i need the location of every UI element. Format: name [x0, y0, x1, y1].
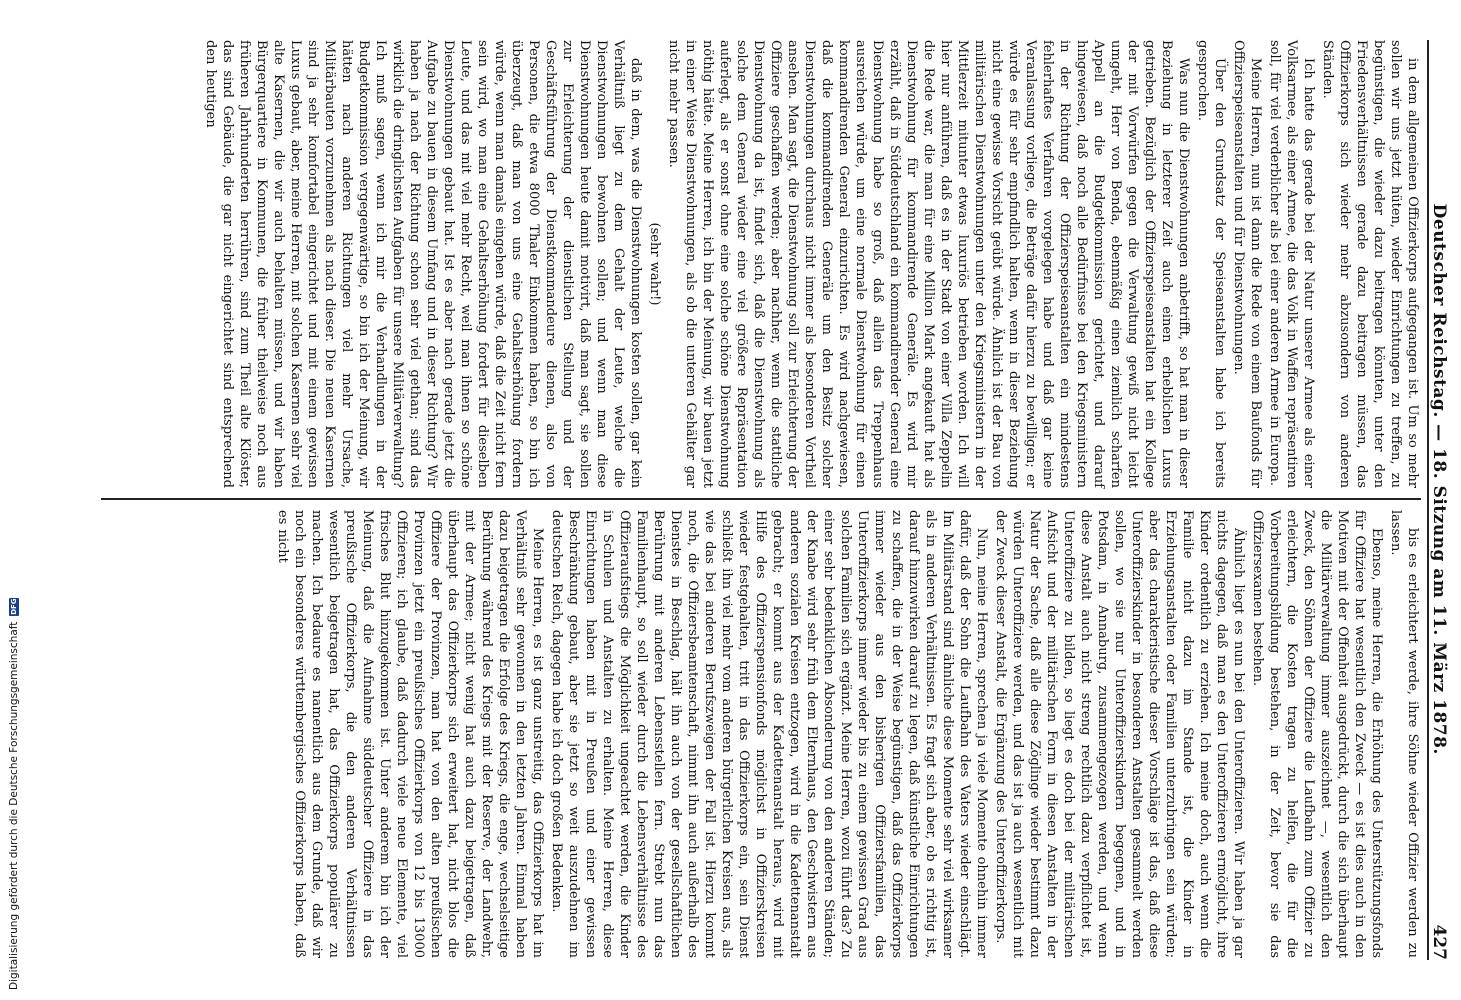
paragraph: Über den Grundsatz der Speiseanstalten habe ich bereits gesprochen.: [1195, 40, 1227, 488]
paragraph: in dem allgemeinen Offizierkorps aufgegangen ist. Um so mehr sollen wir uns jetzt hüten, wieder Einrichtungen zu treffen, zu begünstigen, die wieder dazu beitragen könnten, unter den Friedensverhältnissen gerade dazu beitragen müssen, das Offizierkorps sich wieder mehr abzusondern von anderen Ständen.: [1320, 40, 1420, 488]
page-number: 427: [1429, 924, 1449, 960]
paragraph: Nun, meine Herren, sprechen ja viele Momente ohnehin immer dafür, daß der Sohn die Laufbahn des Vaters wieder einschlägt. Im Militärstand sind ähnliche diese Momente sehr viel wirksamer als in anderen Verhältnissen. Es fragt sich aber, ob es richtig ist, darauf hinzuwirken darauf zu legen, daß künstliche Einrichtungen zu schaffen, die in der Weise begünstigen, daß das Offizierkorps immer wieder aus den bisherigen Offiziersfamilien, das Unteroffizierkorps immer wieder bis zu einem gewissen Grad aus solchen Familien sich ergänzt. Meine Herren, wozu führt das? Zu einer sehr bedenklichen Absonderung von den anderen Ständen; der Knabe wird sehr früh dem Elternhaus, den Geschwistern aus anderen sozialen Kreisen entzogen, wird in die Kadettenanstalt gebracht; er kommt aus der Kadettenanstalt heraus, wird mit Hilfe des Offizierspensionfonds möglichst in Offizierskreisen wieder festgehalten, tritt in das Offizierkorps ein, sein Dienst schließt ihn viel mehr vom anderen bürgerlichen Kreisen aus, als wie das bei anderen Berufszweigen der Fall ist. Hierzu kommt noch, die Offiziersbeamtenschaft, nimmt ihn auch außerhalb des Dienstes in Beschlag, hält ihn auch von der gesellschaftlichen Berührung mit anderen Lebensstellen fern. Strebt nun das Familienhaupt, so soll wieder durch die Lebensverhältnisse des Offizieraufstiegs die Möglichkeit ungeachtet werden, die Kinder in Schulen und Anstalten zu erhalten. Meine Herren, diese Einrichtungen haben mit in Preußen und einer gewissen Beschränkung gebaut, aber sie jetzt so weit auszudehnen im deutschen Reich, dagegen habe ich doch großen Bedenken.: [549, 510, 989, 958]
paragraph: daß in dem, was die Dienstwohnungen kosten sollen, gar kein Verhältniß liegt zu dem Gehalt der Leute, welche die Dienstwohnungen bewohnen sollen; und wenn man diese Dienstwohnungen heute damit motivirt, daß man sagt, sie sollen zur Erleichterung der dienstlichen Stellung und der Geschäftsführung der Dienstkommandeure dienen, also von Personen, die etwa 8000 Thaler Einkommen haben, so bin ich überzeugt, daß man von uns eine Gehaltserhöhung fordern würde, wenn man damals eingehen würde, daß die Zeit nicht fern sein wird, wo man eine Gehaltserhöhung fordert für dieselben Leute, und das mit viel mehr Recht, weil man ihnen so schöne Dienstwohnungen gebaut hat. Ist es aber nach gerade jetzt die Aufgabe zu bauen in diesem Umfang und in dieser Richtung? Wir haben ja nach der Richtung schon sehr viel gethan; sind das wirklich die dringlichsten Aufgaben für unsere Militärverwaltung? Ich muß sagen, wenn ich mir die Verhandlungen in der Budgetkommission vergegenwärtige, so bin ich der Meinung, wir hätten nach anderen Richtungen viel mehr Ursache, Militärbauten vorzunehmen als nach dieser. Die neuen Kasernen sind ja sehr komfortabel eingerichtet und mit einem gewissen Luxus gebaut, aber, meine Herren, mit solchen Kasernen sehr viel alte Kasernen, die wir auch behalten müssen, und wir haben Bürgerquartiere in Kommunen, die früher theilweise noch aus früheren Jahrhunderten herrühren, sind zum Theil alte Klöster, das sind Gebäude, die gar nicht eingerichtet sind entsprechend den heutigen: [203, 40, 643, 488]
left-column: [101, 40, 1421, 498]
page-header: [1427, 40, 1461, 960]
paragraph: (sehr wahr!): [647, 222, 662, 306]
dfg-logo: DFG: [10, 598, 18, 615]
paragraph: Was nun die Dienstwohnungen anbetrifft, so hat man in dieser Beziehung in letzterer Zeit auch einen erheblichen Luxus getrieben. Bezüglich der Offizierspeiseanstalten hat ein Kollege der mit Vorwürfen gegen die Verwaltung gewiß nicht leicht umgeht, Herr von Benda, ebenmäßig einen ziemlich scharfen Appell an die Budgetkommission gerichtet, und darauf hingewiesen, daß noch alle Bedürfnisse bei den Kriegsministern in der Richtung der Offizierspeiseanstalten ein mindestens fehlerhaftes Verfahren vorgelegen habe und daß gar keine Veranlassung vorliege, die Beträge dafür hierzu zu bewilligen; er würde es für sehr empfindlich halten, wenn in dieser Beziehung nicht eine gewisse Vorsicht geübt würde. Ähnlich ist der Bau von militärischen Dienstwohnungen unter den Kriegsministern in der Mittlerzeit mitunter etwas luxuriös betrieben worden. Ich will hier nur anführen, daß es in der Stadt von einer Villa Zeppelin die Rede war, die man für eine Million Mark angekauft hat als Dienstwohnung für kommandirende Generäle. Es wird mir erzählt, daß in Süddeutschland ein kommandirender General eine Dienstwohnung habe so groß, daß allein das Treppenhaus ausreichen würde, um eine normale Dienstwohnung für einen kommandirenden General einzurichten. Es wird nachgewiesen, daß die kommandirenden Generäle um den Besitz solcher Dienstwohnungen durchaus nicht immer als besonderen Vortheil ansehen. Man sagt, die Dienstwohnung soll zur Erleichterung der Offiziere geschaffen werden; aber nachher, wenn die stattliche Dienstwohnung da ist, findet sich, daß die Dienstwohnung als solche dem General wieder eine viel größere Repräsentation auferlegt, als er sonst ohne eine solche schöne Dienstwohnung nöthig hätte. Meine Herren, ich bin der Meinung, wir bauen jetzt in einer Weise Dienstwohnungen, als ob die unteren Gehälter gar nicht mehr passen.: [666, 40, 1191, 488]
right-column: [101, 500, 1421, 958]
paragraph: Ähnlich liegt es nun bei den Unteroffizieren. Wir haben ja gar nichts dagegen, daß man es den Unteroffizieren ermöglicht, ihre Kinder ordentlich zu erziehen. Ich meine doch, auch wenn die Familie nicht dazu im Stande ist, die Kinder in Erziehungsanstalten oder Familien unterzubringen sein würden; aber das charakteristische dieser Vorschläge ist das, daß diese Unteroffizierskinder in besonderen Anstalten gesammelt werden sollen, wo sie nur Unteroffizierskindern begegnen, und in Potsdam, in Annaburg, zusammengezogen werden, und wenn diese Anstalt auch nicht streng rechtlich dazu verpflichtet ist, Unteroffiziere zu bilden, so liegt es doch bei der militärischen Aufsicht und der militärischen Form in diesen Anstalten in der Natur der Sache, daß alle diese Zöglinge wieder bestimmt dazu würden Unteroffiziere werden, und das ist ja auch wesentlich mit der Zweck dieser Anstalt, die Ergänzung des Unteroffizierkorps.: [993, 510, 1246, 958]
paragraph: bis es erleichtert werde, ihre Söhne wieder Offizier werden zu lassen.: [1388, 510, 1420, 958]
footer-text: Digitalisierung gefördert durch die Deutsche Forschungsgemeinschaft: [8, 621, 20, 990]
footer-credit: [8, 598, 20, 990]
paragraph: Meine Herren, nun ist dann die Rede von einem Baufonds für Offizierspeiseanstalten und für Dienstwohnungen.: [1231, 40, 1263, 488]
text-columns: [101, 40, 1421, 960]
rotated-text-area: [91, 40, 1461, 960]
paragraph: Ich hatte das gerade bei der Natur unserer Armee als einer Volksarmee, als einer Armee, die das Volk in Waffen repräsentiren soll, für viel verderblicher als bei einer anderen Armee in Europa.: [1267, 40, 1316, 488]
paragraph: Ebenso, meine Herren, die Erhöhung des Unterstützungsfonds für Offiziere hat wesentlich den Zweck — es ist dies auch in den Motiven mit der Offenheit ausgedrückt, durch die sich überhaupt die Militärverwaltung immer auszeichnet —, wesentlich den Zweck, den Söhnen der Offiziere die Laufbahn zum Offizier zu erleichtern, die Kosten tragen zu helfen, die für die Vorbereitungsbildung bestehen, in der Zeit, bevor sie das Offiziersexamen bestehen.: [1250, 510, 1384, 958]
page-title: Deutscher Reichstag. — 18. Sitzung am 11. März 1878.: [1429, 203, 1449, 755]
paragraph: Meine Herren, es ist ganz unstreitig, das Offizierkorps hat im Verhältniß sehr gewonnen in den letzten Jahren. Einmal haben dazu beigetragen die Erfolge des Kriegs, die enge, wechselseitige Berührung während des Kriegs mit der Reserve, der Landwehr, mit der Armee; nicht wenig hat auch dazu beigetragen, daß überhaupt das Offizierkorps sich erweitert hat, nicht blos die Offiziere der Provinzen, man hat von den alten preußischen Provinzen jetzt ein preußisches Offizierkorps von 12 bis 13000 Offizieren; ich glaube, daß dadurch viele neue Elemente, viel frisches Blut hinzugekommen ist. Unter anderem bin ich der Meinung, daß die Aufnahme süddeutscher Offiziere in das preußische Offizierkorps, die den anderen Verhältnissen wesentlich beigetragen hat, das Offizierkorps populärer zu machen. Ich bedaure es namentlich aus dem Grunde, daß wir noch ein besonderes württembergisches Offizierkorps haben, daß es nicht: [275, 510, 545, 958]
